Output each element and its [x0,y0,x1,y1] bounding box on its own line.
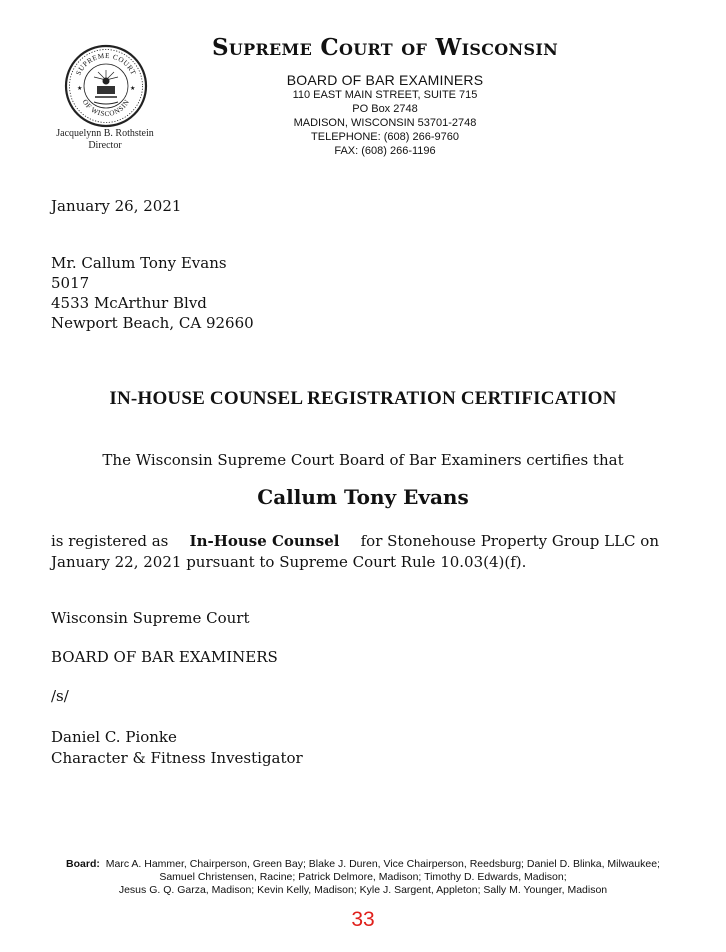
seal-top-text: SUPREME COURT [74,51,138,77]
address-line-pobox: PO Box 2748 [352,103,418,115]
recipient-line-2: 5017 [51,274,90,292]
signature: /s/ [51,687,69,705]
reg-role: In-House Counsel [189,532,340,550]
certification-heading: IN-HOUSE COUNSEL REGISTRATION CERTIFICATION [109,388,617,409]
closing-court: Wisconsin Supreme Court [51,609,250,627]
letterhead-address [200,72,570,158]
board-name: BOARD OF BAR EXAMINERS [286,72,484,88]
registration-paragraph [51,531,659,573]
court-seal-icon [64,44,148,128]
letter-date: January 26, 2021 [51,197,182,215]
seal-bottom-text: OF WISCONSIN [80,98,132,119]
footer-line-3: Jesus G. Q. Garza, Madison; Kevin Kelly, Madison; Kyle J. Sargent, Appleton; Sally M. Younger, Madison [118,884,608,896]
signer-name: Daniel C. Pionke [51,728,177,746]
reg-line-2: January 22, 2021 pursuant to Supreme Court Rule 10.03(4)(f). [51,553,527,571]
footer-line-2: Samuel Christensen, Racine; Patrick Delmore, Madison; Timothy D. Edwards, Madison; [159,871,567,883]
page-number: 33 [351,908,375,931]
telephone-line: TELEPHONE: (608) 266-9760 [311,131,459,143]
director-title: Director [88,140,122,151]
closing-board: BOARD OF BAR EXAMINERS [51,648,278,666]
recipient-street: 4533 McArthur Blvd [51,294,207,312]
footer-line-1: Marc A. Hammer, Chairperson, Green Bay; Blake J. Duren, Vice Chairperson, Reedsburg; Daniel D. Blinka, Milwaukee; [105,858,660,870]
recipient-name: Mr. Callum Tony Evans [51,254,227,272]
signer-block [51,727,303,769]
board-members-footer [30,858,696,897]
director-name: Jacquelynn B. Rothstein [56,128,154,139]
registrant-name: Callum Tony Evans [257,485,469,509]
recipient-city: Newport Beach, CA 92660 [51,314,254,332]
reg-prefix: is registered as [51,532,169,550]
court-title: Supreme Court of Wisconsin [211,34,559,61]
certifies-line: The Wisconsin Supreme Court Board of Bar Examiners certifies that [102,451,624,469]
recipient-address [51,253,254,333]
director-block [30,128,180,152]
footer-label: Board: [66,858,100,870]
signer-title: Character & Fitness Investigator [51,749,303,767]
svg-text:★: ★ [130,85,136,92]
reg-suffix: for Stonehouse Property Group LLC on [360,532,659,550]
address-line-city: MADISON, WISCONSIN 53701-2748 [293,117,477,129]
svg-text:★: ★ [77,85,83,92]
fax-line: FAX: (608) 266-1196 [334,145,436,157]
address-line-street: 110 EAST MAIN STREET, SUITE 715 [292,89,478,101]
